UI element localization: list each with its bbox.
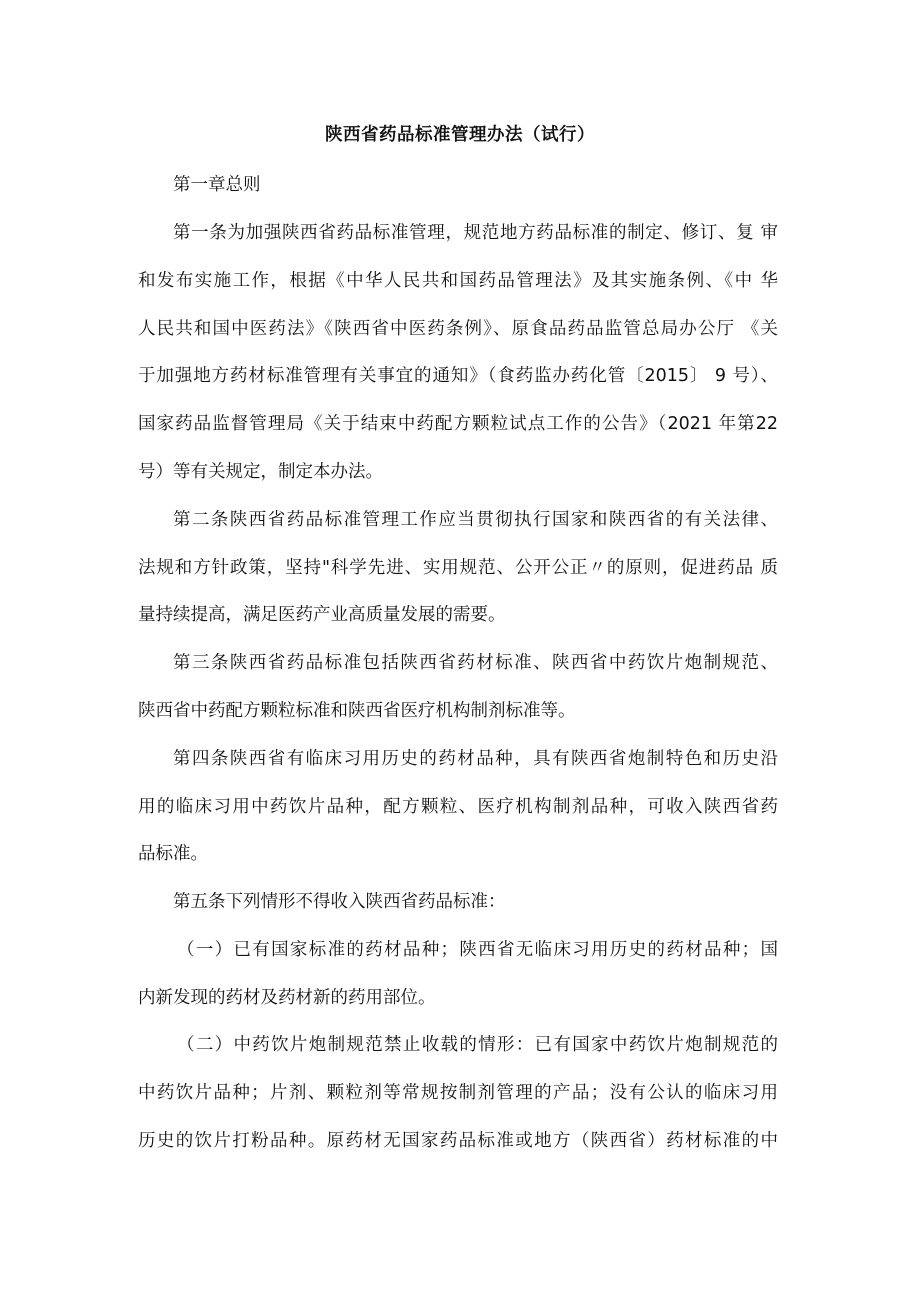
item-2-line-1: （二）中药饮片炮制规范禁止收载的情形：已有国家中药饮片炮制规范的 — [177, 1035, 778, 1055]
item-1-line-2: 内新发现的药材及药材新的药用部位。 — [138, 988, 436, 1008]
article-1-line-2: 和发布实施工作，根据《中华人民共和国药品管理法》及其实施条例、《中 华 — [138, 271, 778, 291]
article-3-line-1: 第三条陕西省药品标准包括陕西省药材标准、陕西省中药饮片炮制规范、 — [173, 653, 778, 673]
article-1-line-6: 号）等有关规定，制定本办法。 — [138, 462, 383, 482]
article-4-line-2: 用的临床习用中药饮片品种，配方颗粒、医疗机构制剂品种，可收入陕西省药 — [138, 797, 778, 817]
article-5-line-1: 第五条下列情形不得收入陕西省药品标准： — [173, 892, 506, 912]
article-2-line-3: 量持续提高，满足医药产业高质量发展的需要。 — [138, 605, 506, 625]
article-1-line-3: 人民共和国中医药法》《陕西省中医药条例》、原食品药品监管总局办公厅 《关 — [138, 319, 778, 339]
item-2-line-2: 中药饮片品种；片剂、颗粒剂等常规按制剂管理的产品；没有公认的临床习用 — [138, 1083, 778, 1103]
article-1-line-5: 国家药品监督管理局《关于结束中药配方颗粒试点工作的公告》（2021 年第22 — [138, 414, 778, 434]
article-4-line-1: 第四条陕西省有临床习用历史的药材品种，具有陕西省炮制特色和历史沿 — [173, 749, 778, 769]
chapter-heading: 第一章总则 — [173, 175, 261, 195]
item-2-line-3: 历史的饮片打粉品种。原药材无国家药品标准或地方（陕西省）药材标准的中 — [138, 1131, 778, 1151]
article-3-line-2: 陕西省中药配方颗粒标准和陕西省医疗机构制剂标准等。 — [138, 701, 576, 721]
document-title: 陕西省药品标准管理办法（试行） — [325, 125, 595, 145]
article-2-line-1: 第二条陕西省药品标准管理工作应当贯彻执行国家和陕西省的有关法律、 — [173, 510, 778, 530]
article-4-line-3: 品标准。 — [138, 844, 208, 864]
article-2-line-2: 法规和方针政策，坚持"科学先进、实用规范、公开公正〃的原则，促进药品 质 — [138, 558, 778, 578]
article-1-line-4: 于加强地方药材标准管理有关事宜的通知》（食药监办药化管〔2015〕 9 号）、 — [138, 366, 778, 386]
item-1-line-1: （一）已有国家标准的药材品种；陕西省无临床习用历史的药材品种；国 — [177, 940, 778, 960]
article-1-line-1: 第一条为加强陕西省药品标准管理，规范地方药品标准的制定、修订、复 审 — [173, 223, 778, 243]
